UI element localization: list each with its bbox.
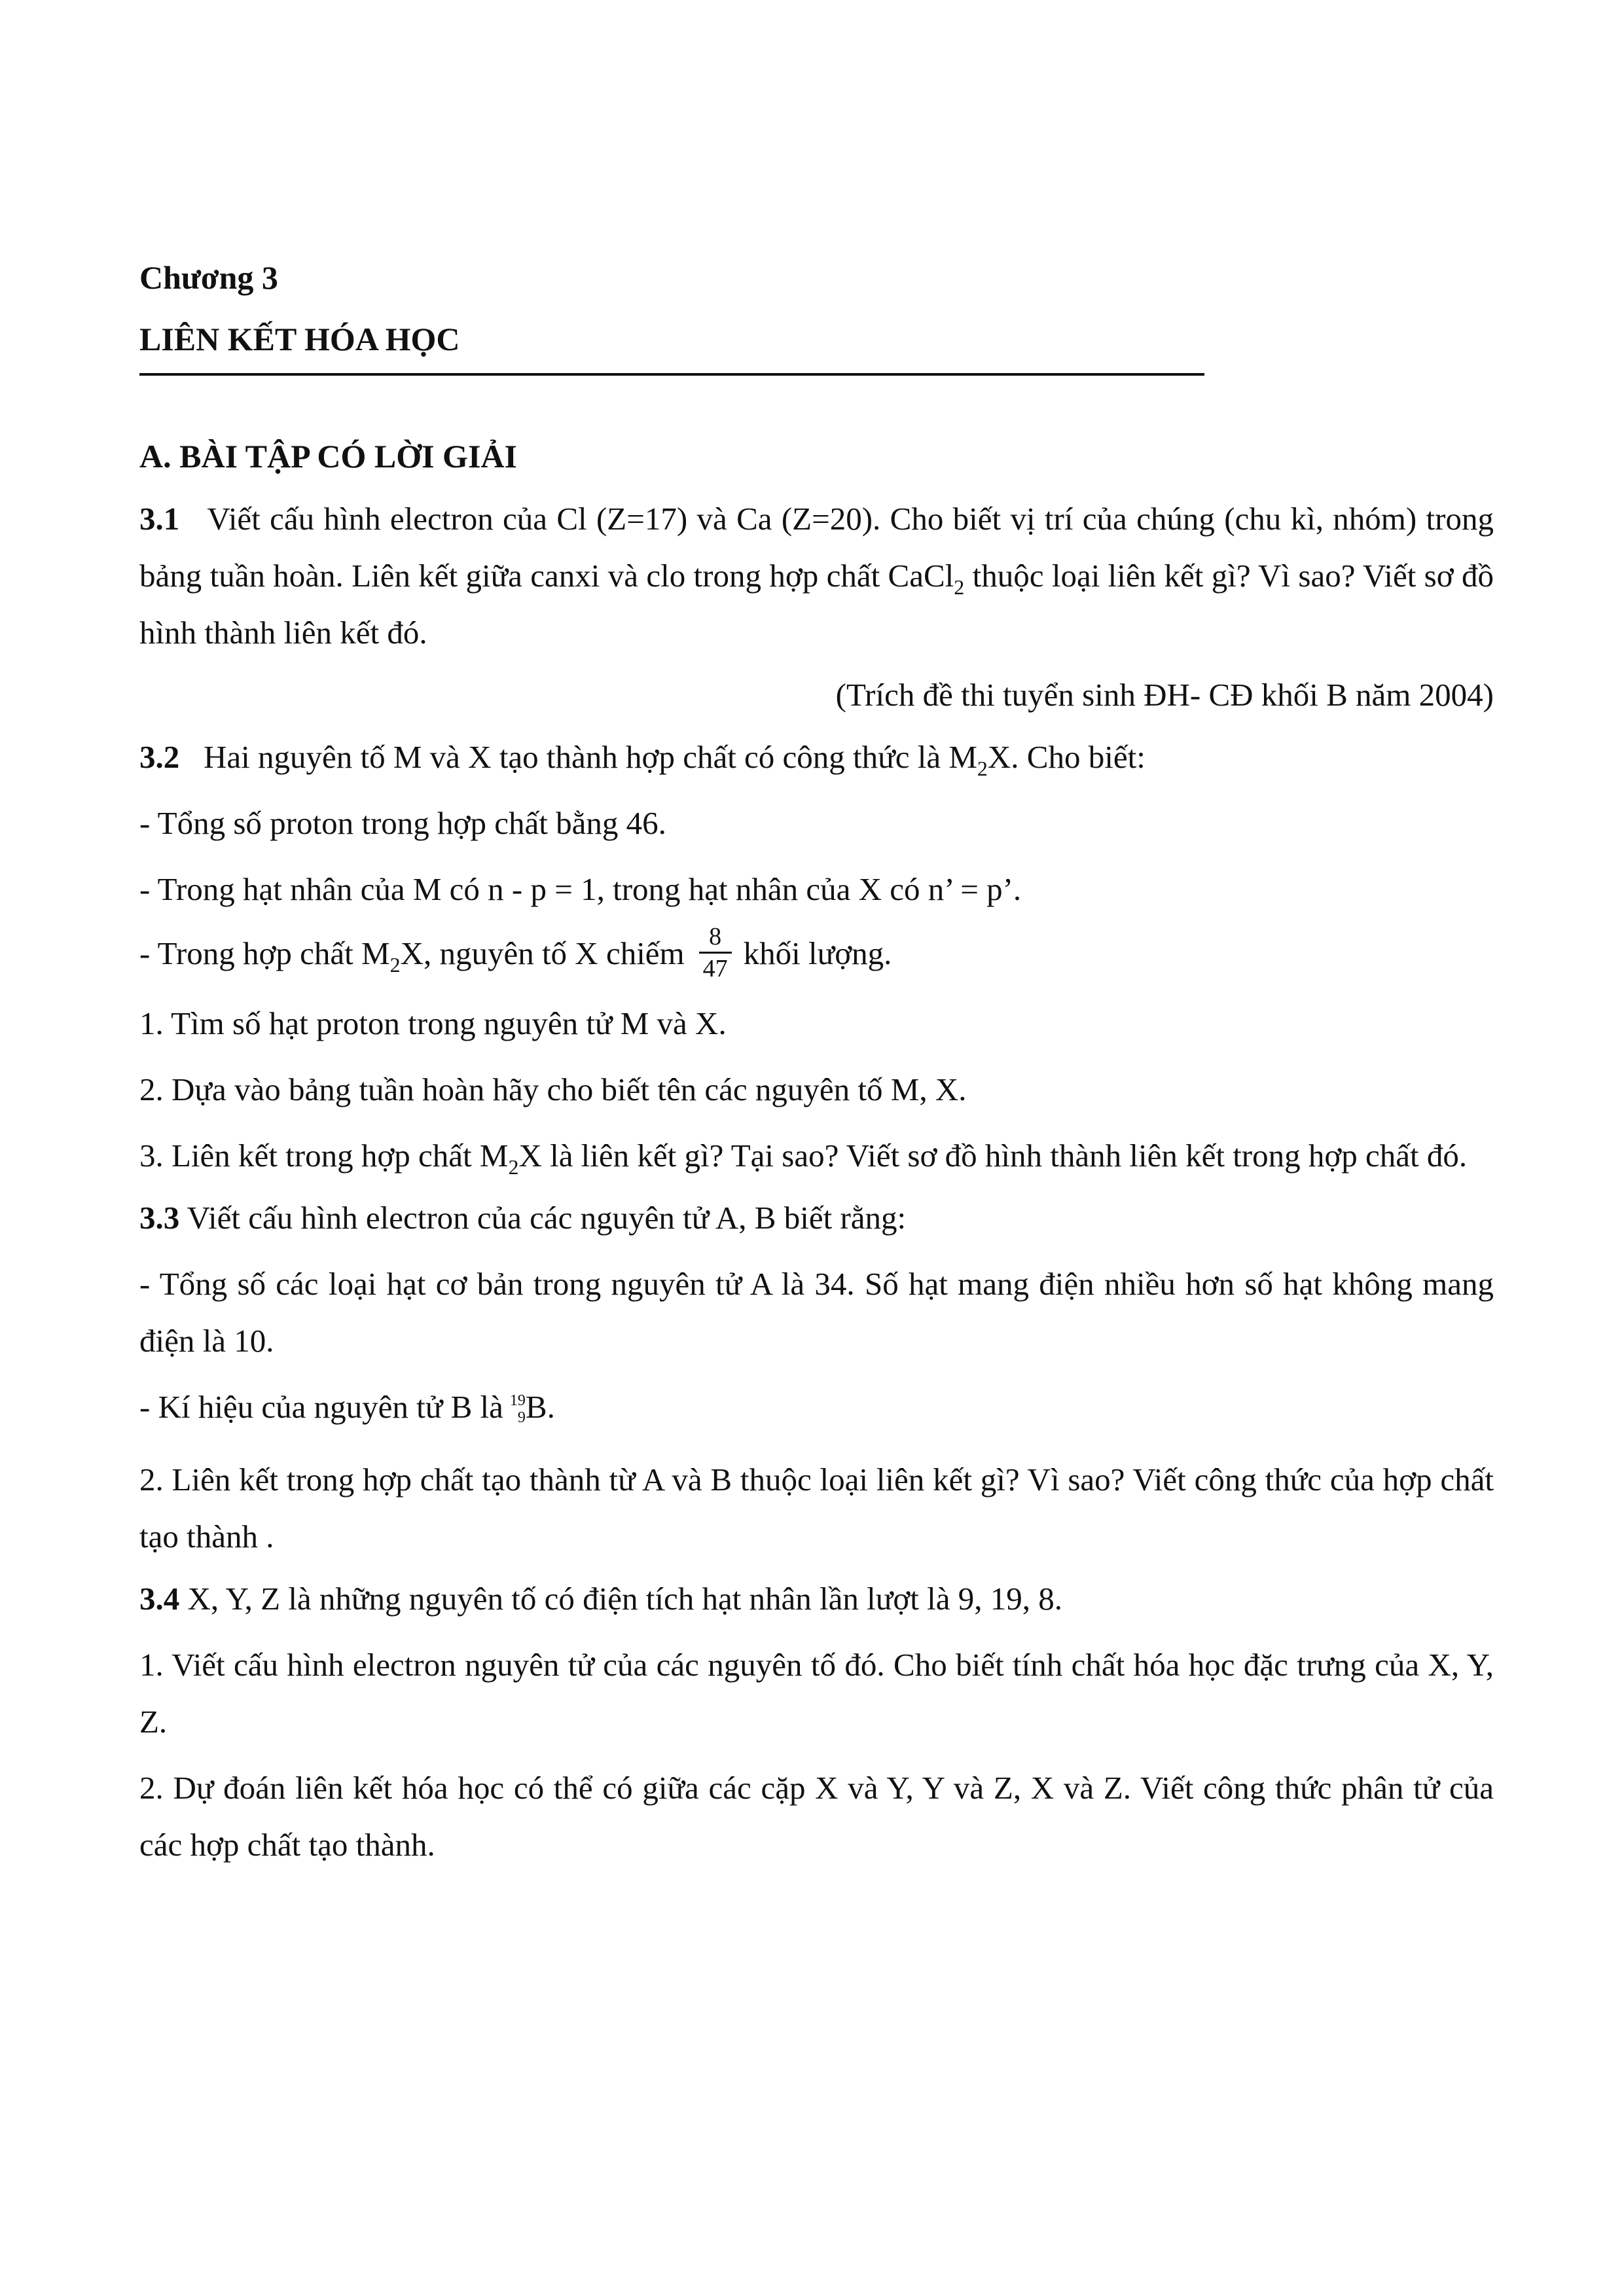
task-2: 2. Dự đoán liên kết hóa học có thể có giữa các cặp X và Y, Y và Z, X và Z. Viết công thức phân tử của các hợp chất tạo thành. (139, 1770, 1494, 1863)
question-text: Viết cấu hình electron của các nguyên tử A, B biết rằng: (179, 1200, 907, 1236)
subscript: 2 (954, 575, 965, 599)
section-heading: A. BÀI TẬP CÓ LỜI GIẢI (139, 438, 517, 475)
question-3-3 (139, 1189, 1494, 1246)
mass-number: 19 (509, 1391, 526, 1409)
question-number: 3.2 (139, 739, 180, 775)
fraction-numerator: 8 (699, 922, 732, 954)
subscript: 2 (508, 1155, 519, 1179)
isotope-notation (510, 1392, 526, 1426)
question-3-4 (139, 1570, 1494, 1627)
condition-1: - Tổng số các loại hạt cơ bản trong nguyên tử A là 34. Số hạt mang điện nhiều hơn số hạt không mang điện là 10. (139, 1266, 1494, 1359)
document-page (139, 249, 1494, 1873)
title-divider (139, 373, 1204, 376)
condition-3: - Trong hợp chất $M_2X$, nguyên tố X chiếm $\frac{8}{47}$ khối lượng. (139, 923, 892, 983)
question-text-cont: X. Cho biết: (987, 739, 1146, 775)
question-number: 3.4 (139, 1581, 180, 1617)
fraction-denominator: 47 (702, 955, 728, 983)
question-number: 3.3 (139, 1200, 180, 1236)
chapter-title: LIÊN KẾT HÓA HỌC (139, 321, 460, 357)
condition-2: - Trong hạt nhân của M có n - p = 1, trong hạt nhân của X có n’ = p’. (139, 871, 1022, 907)
task-1: 1. Viết cấu hình electron nguyên tử của các nguyên tố đó. Cho biết tính chất hóa học đặc trưng của X, Y, Z. (139, 1647, 1494, 1740)
question-text: X, Y, Z là những nguyên tố có điện tích hạt nhân lần lượt là 9, 19, 8. (179, 1581, 1062, 1617)
fraction (699, 922, 732, 984)
question-source: (Trích đề thi tuyển sinh ĐH- CĐ khối B năm 2004) (835, 677, 1494, 713)
task-1: 1. Tìm số hạt proton trong nguyên tử M và X. (139, 1005, 727, 1041)
atomic-number: 9 (517, 1408, 526, 1426)
chapter-number: Chương 3 (139, 259, 278, 296)
task-2: 2. Liên kết trong hợp chất tạo thành từ A và B thuộc loại liên kết gì? Vì sao? Viết công thức của hợp chất tạo thành . (139, 1462, 1494, 1554)
question-text: Hai nguyên tố M và X tạo thành hợp chất có công thức là M (204, 739, 977, 775)
question-text-cont: thuộc loại liên kết gì? Vì sao? Viết sơ đồ hình thành liên kết đó. (139, 558, 1494, 651)
question-text: Viết cấu hình electron của Cl (Z=17) và Ca (Z=20). Cho biết vị trí của chúng (chu kì, nhóm) trong bảng tuần hoàn. Liên kết giữa canxi và clo trong hợp chất CaCl (139, 501, 1494, 594)
question-number: 3.1 (139, 501, 180, 537)
condition-1: - Tổng số proton trong hợp chất bằng 46. (139, 805, 666, 841)
subscript: 2 (977, 757, 988, 780)
task-2: 2. Dựa vào bảng tuần hoàn hãy cho biết tên các nguyên tố M, X. (139, 1071, 967, 1107)
subscript: 2 (389, 953, 401, 977)
condition-2: - Kí hiệu của nguyên tử B là 19 9 B. (139, 1389, 555, 1426)
question-3-2 (139, 728, 1494, 785)
task-3: 3. Liên kết trong hợp chất $M_2X$ là liên kết gì? Tại sao? Viết sơ đồ hình thành liên kết trong hợp chất đó. (139, 1138, 1468, 1179)
question-3-1 (139, 490, 1494, 661)
